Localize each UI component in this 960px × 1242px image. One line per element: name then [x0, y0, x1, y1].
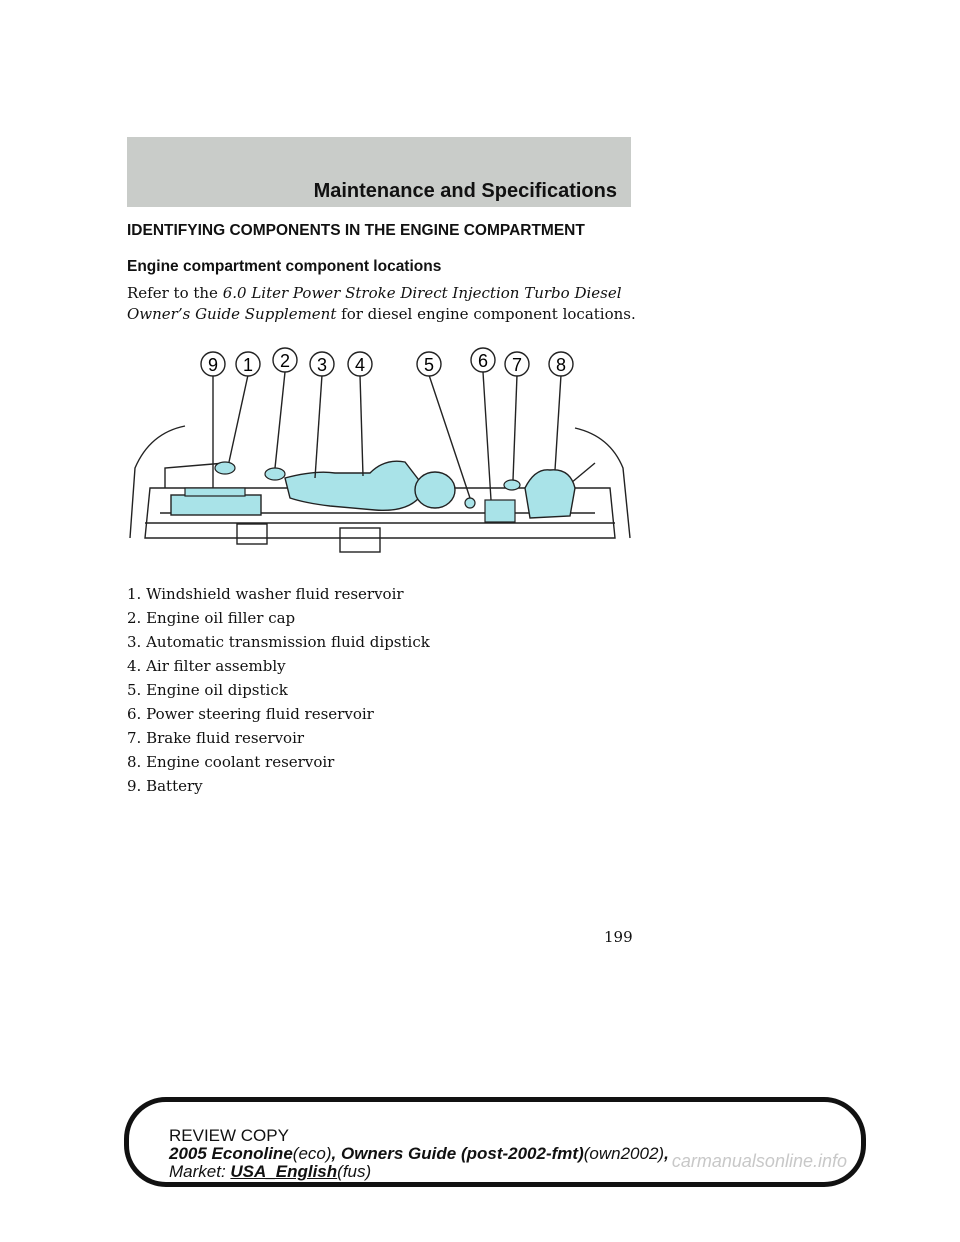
svg-text:7: 7 [511, 355, 523, 375]
svg-text:3: 3 [316, 355, 328, 375]
list-item: 3. Automatic transmission fluid dipstick [127, 633, 430, 651]
section-title: IDENTIFYING COMPONENTS IN THE ENGINE COMPARTMENT [127, 222, 585, 239]
callout-3 [310, 352, 334, 376]
right-fender-outline [575, 428, 630, 538]
intro-prefix: Refer to the [127, 284, 223, 302]
svg-text:4: 4 [354, 355, 366, 375]
coolant-reservoir-shape [525, 470, 575, 518]
review-copy-box [124, 1097, 866, 1187]
review-copy-market-line: Market: USA_English(fus) [169, 1162, 372, 1181]
callout-1 [236, 352, 260, 376]
engine-compartment-figure [125, 338, 635, 578]
svg-text:1: 1 [242, 355, 254, 375]
list-item: 8. Engine coolant reservoir [127, 753, 335, 771]
supplement-title: 6.0 Liter Power Stroke Direct Injection Turbo Diesel Owner’s Guide Supplement [127, 284, 622, 323]
review-copy-model-line: 2005 Econoline(eco), Owners Guide (post-2002-fmt)(own2002), [169, 1144, 669, 1163]
svg-text:2: 2 [279, 351, 291, 371]
list-item: 7. Brake fluid reservoir [127, 729, 305, 747]
air-filter-shape [285, 461, 425, 510]
intro-paragraph [127, 283, 637, 325]
list-item: 9. Battery [127, 777, 203, 795]
review-copy-label: REVIEW COPY [169, 1126, 289, 1145]
engine-diagram [125, 338, 635, 578]
page-header-title: Maintenance and Specifications [313, 180, 617, 202]
callout-9 [201, 352, 225, 376]
intro-suffix: for diesel engine component locations. [336, 305, 636, 323]
svg-text:8: 8 [555, 355, 567, 375]
watermark: carmanualsonline.info [671, 1151, 847, 1171]
oil-cap-shape [265, 468, 285, 480]
oil-dipstick-shape [465, 498, 475, 508]
subsection-title: Engine compartment component locations [127, 258, 442, 275]
callout-5 [417, 352, 441, 376]
list-item: 5. Engine oil dipstick [127, 681, 288, 699]
list-item: 2. Engine oil filler cap [127, 609, 296, 627]
callout-7 [505, 352, 529, 376]
list-item: 1. Windshield washer fluid reservoir [127, 585, 404, 603]
callout-4 [348, 352, 372, 376]
callout-6 [471, 348, 495, 372]
brake-reservoir-shape [504, 480, 520, 490]
list-item: 4. Air filter assembly [127, 657, 286, 675]
washer-reservoir-shape [215, 462, 235, 474]
power-steering-shape [485, 500, 515, 522]
svg-text:5: 5 [423, 355, 435, 375]
svg-text:9: 9 [207, 355, 219, 375]
page-number: 199 [604, 928, 633, 946]
svg-text:6: 6 [477, 351, 489, 371]
list-item: 6. Power steering fluid reservoir [127, 705, 374, 723]
component-list [127, 582, 430, 798]
callout-8 [549, 352, 573, 376]
header-band [127, 137, 631, 207]
callout-2 [273, 348, 297, 372]
review-copy-text [169, 1127, 669, 1181]
battery-shape [171, 495, 261, 515]
left-fender-outline [130, 426, 185, 538]
